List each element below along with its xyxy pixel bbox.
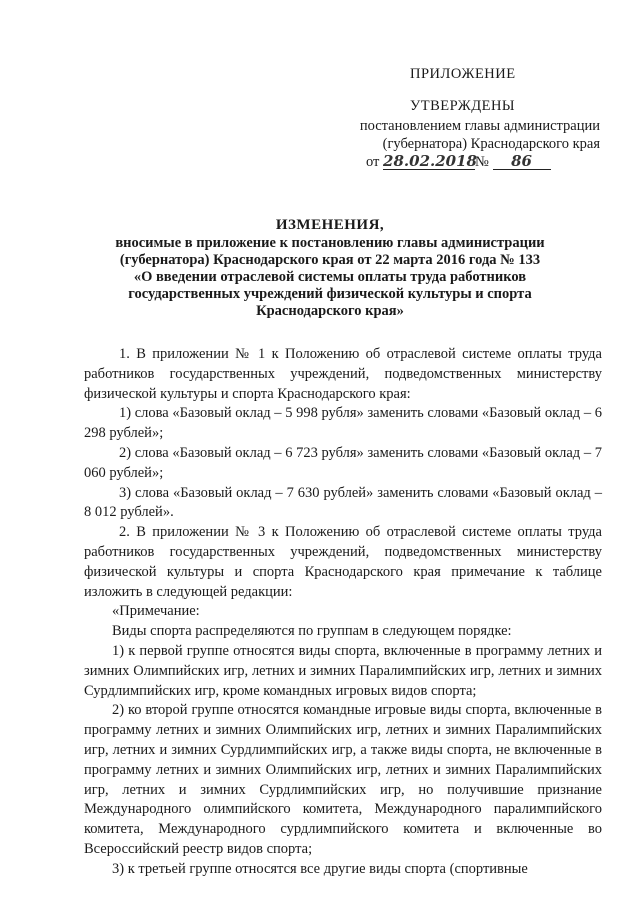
document-body: [84, 345, 602, 880]
date-prefix: от: [366, 154, 380, 170]
title-line-5: Краснодарского края»: [256, 303, 404, 319]
paragraph-1-item-3: 3) слова «Базовый оклад – 7 630 рублей» заменить словами «Базовый оклад – 8 012 рублей».: [84, 484, 602, 521]
appendix-label: ПРИЛОЖЕНИЕ: [410, 66, 516, 82]
title-line-1: вносимые в приложение к постановлению главы администрации: [115, 235, 545, 251]
note-group-1: 1) к первой группе относятся виды спорта, включенные в программу летних и зимних Олимпийских игр, летних и зимних Паралимпийских игр, летних и зимних Сурдлимпийских игр, кроме командных игровых видов спорта;: [84, 642, 602, 699]
document-title: [100, 217, 560, 320]
note-intro: Виды спорта распределяются по группам в следующем порядке:: [112, 623, 512, 640]
title-line-4: государственных учреждений физической культуры и спорта: [128, 286, 532, 302]
paragraph-1-item-2: 2) слова «Базовый оклад – 6 723 рубля» заменить словами «Базовый оклад – 7 060 рублей»;: [84, 444, 602, 481]
paragraph-1: 1. В приложении № 1 к Положению об отраслевой системе оплаты труда работников государственных учреждений, подведомственных министерству физической культуры и спорта Краснодарского края:: [84, 346, 602, 402]
paragraph-1-item-1: 1) слова «Базовый оклад – 5 998 рубля» заменить словами «Базовый оклад – 6 298 рублей»;: [84, 405, 602, 442]
title-line-2: (губернатора) Краснодарского края от 22 марта 2016 года № 133: [119, 252, 541, 268]
decree-line-1: постановлением главы администрации: [359, 118, 600, 134]
decree-line-2: (губернатора) Краснодарского края: [382, 136, 600, 152]
date-number-line: [366, 154, 551, 171]
paragraph-2: 2. В приложении № 3 к Положению об отраслевой системе оплаты труда работников государственных учреждений, подведомственных министерству физической культуры и спорта Краснодарского края примечание к таблице изложить в следующей редакции:: [84, 524, 602, 600]
decree-reference: [336, 117, 600, 153]
number-prefix: №: [475, 154, 489, 170]
note-group-3: 3) к третьей группе относятся все другие виды спорта (спортивные: [112, 860, 528, 877]
number-blank: [493, 154, 551, 170]
note-group-2: 2) ко второй группе относятся командные игровые виды спорта, включенные в программу летних и зимних Олимпийских игр, летних и зимних Паралимпийских игр, летних и зимних Сурдлимпийских игр, а также виды спорта, не включенные в программу летних и зимних Олимпийских игр, летних и зимних Паралимпийских игр, летних и зимних Сурдлимпийских игр, но получившие признание Международного олимпийского комитета, Международного паралимпийского комитета, Международного сурдлимпийского комитета и включенные во Всероссийский реестр видов спорта;: [84, 702, 602, 857]
title-heading: ИЗМЕНЕНИЯ,: [275, 217, 385, 233]
approved-label: УТВЕРЖДЕНЫ: [410, 98, 516, 114]
date-blank: [383, 154, 475, 170]
handwritten-number: 86: [511, 152, 532, 170]
note-heading: «Примечание:: [112, 603, 200, 620]
handwritten-date: 28.02.2018: [383, 152, 477, 170]
title-line-3: «О введении отраслевой системы оплаты труда работников: [133, 269, 527, 285]
